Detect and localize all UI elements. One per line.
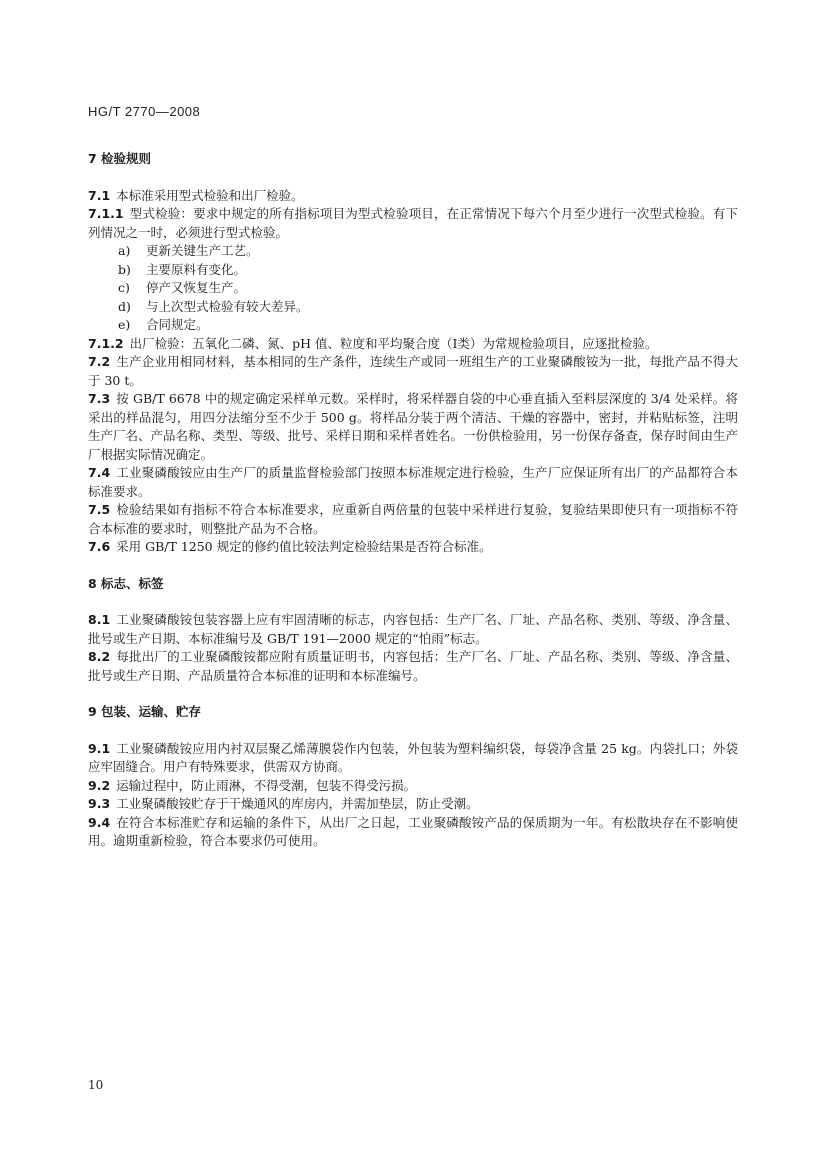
- clause-7-5: [88, 501, 738, 538]
- section-7-title: 7 检验规则: [88, 151, 152, 166]
- list-marker: d): [118, 298, 131, 314]
- clause-text: 采用 GB/T 1250 规定的修约值比较法判定检验结果是否符合标准。: [116, 539, 492, 554]
- clause-9-1: [88, 740, 738, 777]
- clause-text: 运输过程中，防止雨淋，不得受潮，包装不得受污损。: [116, 777, 417, 793]
- clause-number: 9.3: [88, 796, 111, 811]
- clause-8-1: [88, 611, 738, 648]
- clause-number: 7.4: [88, 465, 111, 480]
- condition-list: [88, 242, 738, 335]
- clause-text: 按 GB/T 6678 中的规定确定采样单元数。采样时，将采样器自袋的中心垂直插入至料层深度的 3/4 处采样。将采出的样品混匀，用四分法缩分至不少于 500 g。将样品分装于两个清洁、干燥的容器中，密封，并粘贴标签，注明生产厂名、产品名称、类型、等级、批号、采样日期和采样者姓名。一份供检验用，另一份保存备查，保存时间由生产厂根据实际情况确定。: [88, 391, 739, 462]
- list-marker: a): [118, 243, 131, 258]
- clause-7-6: [88, 538, 738, 557]
- clause-8-2: [88, 648, 738, 685]
- clause-number: 7.1: [88, 187, 111, 203]
- clause-number: 7.1.2: [88, 335, 124, 351]
- clause-text: 在符合本标准贮存和运输的条件下，从出厂之日起，工业聚磷酸铵产品的保质期为一年。有松散块存在不影响使用。逾期重新检验，符合本要求仍可使用。: [88, 814, 738, 848]
- clause-9-3: [88, 795, 738, 814]
- clause-text: 本标准采用型式检验和出厂检验。: [116, 187, 304, 203]
- page-number: 10: [88, 1078, 104, 1092]
- list-text: 停产又恢复生产。: [146, 280, 247, 295]
- clause-7-1-2: [88, 335, 738, 354]
- clause-text: 每批出厂的工业聚磷酸铵都应附有质量证明书，内容包括：生产厂名、厂址、产品名称、类别、等级、净含量、批号或生产日期、产品质量符合本标准的证明和本标准编号。: [88, 649, 738, 683]
- clause-number: 8.2: [88, 649, 111, 664]
- clause-number: 9.1: [88, 740, 111, 756]
- list-text: 更新关键生产工艺。: [146, 243, 259, 258]
- clause-text: 检验结果如有指标不符合本标准要求，应重新自两倍量的包装中采样进行复验，复验结果即使只有一项指标不符合本标准的要求时，则整批产品为不合格。: [88, 502, 738, 536]
- clause-7-4: [88, 464, 738, 501]
- clause-7-1: [88, 187, 738, 206]
- clause-number: 7.1.1: [88, 206, 124, 221]
- list-marker: c): [118, 280, 130, 295]
- clause-number: 9.2: [88, 777, 111, 793]
- list-text: 主要原料有变化。: [146, 261, 247, 277]
- clause-text: 生产企业用相同材料，基本相同的生产条件，连续生产或同一班组生产的工业聚磷酸铵为一批，每批产品不得大于 30 t。: [88, 354, 738, 388]
- list-item: [118, 316, 738, 335]
- clause-number: 7.6: [88, 539, 111, 554]
- list-item: [118, 279, 738, 298]
- clause-text: 工业聚磷酸铵应由生产厂的质量监督检验部门按照本标准规定进行检验，生产厂应保证所有出厂的产品都符合本标准要求。: [88, 465, 738, 499]
- section-9-title: 9 包装、运输、贮存: [88, 704, 202, 719]
- clause-text: 工业聚磷酸铵应用内衬双层聚乙烯薄膜袋作内包装，外包装为塑料编织袋，每袋净含量 25 kg。内袋扎口；外袋应牢固缝合。用户有特殊要求，供需双方协商。: [88, 740, 738, 774]
- document-body: [88, 150, 738, 851]
- clause-7-1-1: [88, 205, 738, 242]
- list-marker: e): [118, 317, 131, 332]
- list-item: [118, 242, 738, 261]
- clause-text: 出厂检验：五氧化二磷、氮、pH 值、粒度和平均聚合度（Ⅰ类）为常规检验项目，应逐批检验。: [129, 335, 658, 351]
- section-8-title: 8 标志、标签: [88, 575, 164, 591]
- list-item: [118, 298, 738, 317]
- clause-number: 7.3: [88, 391, 111, 406]
- list-marker: b): [118, 261, 131, 277]
- clause-number: 7.5: [88, 502, 111, 517]
- clause-9-4: [88, 814, 738, 851]
- list-item: [118, 261, 738, 280]
- clause-number: 8.1: [88, 612, 111, 627]
- clause-text: 工业聚磷酸铵包装容器上应有牢固清晰的标志，内容包括：生产厂名、厂址、产品名称、类别、等级、净含量、批号或生产日期、本标准编号及 GB/T 191—2000 规定的“怕雨”标志。: [88, 612, 738, 646]
- clause-9-2: [88, 777, 738, 796]
- list-text: 与上次型式检验有较大差异。: [146, 298, 309, 314]
- clause-number: 9.4: [88, 814, 111, 830]
- clause-text: 型式检验：要求中规定的所有指标项目为型式检验项目，在正常情况下每六个月至少进行一次型式检验。有下列情况之一时，必须进行型式检验。: [88, 206, 738, 240]
- clause-7-2: [88, 353, 738, 390]
- standard-code: HG/T 2770—2008: [88, 104, 201, 119]
- clause-text: 工业聚磷酸铵贮存于干燥通风的库房内，并需加垫层，防止受潮。: [116, 796, 479, 811]
- clause-number: 7.2: [88, 354, 111, 369]
- clause-7-3: [88, 390, 738, 464]
- list-text: 合同规定。: [146, 317, 209, 332]
